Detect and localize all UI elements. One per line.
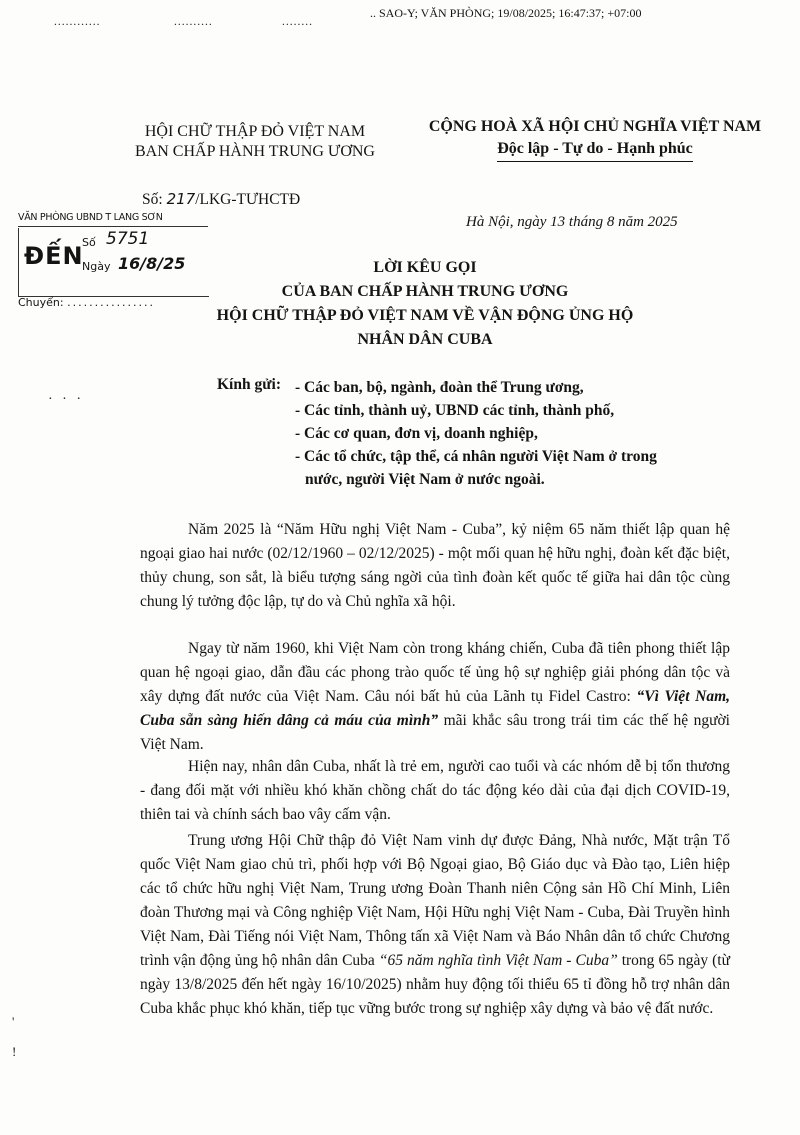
paragraph-text (140, 829, 730, 1021)
body-paragraph (140, 755, 730, 827)
header-dots: ........ (282, 16, 313, 28)
stamp-number-label: Số (82, 236, 96, 249)
stamp-transfer-label: Chuyển: (18, 296, 64, 309)
header-dots: .......... (174, 16, 213, 28)
stamp-date-label: Ngày (82, 260, 111, 273)
program-name: “65 năm nghĩa tình Việt Nam - Cuba” (378, 952, 618, 969)
paragraph-text (140, 637, 730, 757)
paragraph-text-part: mãi khắc sâu trong trái tim các thế hệ người Việt Nam. (140, 712, 730, 753)
stamp-date-value: 16/8/25 (118, 254, 186, 273)
document-title: LỜI KÊU GỌI (373, 259, 477, 276)
paragraph-text: Năm 2025 là “Năm Hữu nghị Việt Nam - Cuba”, kỷ niệm 65 năm thiết lập quan hệ ngoại giao hai nước (02/12/1960 – 02/12/2025) - một mối quan hệ hữu nghị, đoàn kết đặc biệt, thủy chung, son sắt, là biểu tượng sáng ngời của tình đoàn kết quốc tế giữa hai dân tộc cùng chung lý tưởng độc lập, tự do và Chủ nghĩa xã hội. (140, 521, 730, 610)
stamp-divider (18, 226, 208, 227)
recipient-item: - Các cơ quan, đơn vị, doanh nghiệp, (295, 425, 538, 442)
recipients-list (295, 376, 735, 491)
recipient-item: - Các tổ chức, tập thể, cá nhân người Việt Nam ở trong (295, 448, 657, 465)
stamp-transfer (18, 296, 155, 309)
document-title-line: CỦA BAN CHẤP HÀNH TRUNG ƯƠNG (281, 283, 569, 300)
stamp-den-label: ĐẾN (24, 242, 84, 270)
doc-number-handwritten: 217 (166, 190, 196, 208)
body-paragraph (140, 829, 730, 1021)
doc-number-label: Số: (142, 191, 163, 208)
country-name: CỘNG HOÀ XÃ HỘI CHỦ NGHĨA VIỆT NAM (428, 118, 762, 135)
body-paragraph (140, 518, 730, 614)
stamp-office-name: VĂN PHÒNG UBND T LANG SƠN (18, 212, 163, 223)
recipients-label: Kính gửi: (217, 376, 281, 393)
document-title-line: HỘI CHỮ THẬP ĐỎ VIỆT NAM VỀ VẬN ĐỘNG ỦNG HỘ (216, 307, 634, 324)
national-header (410, 116, 780, 162)
document-title-line: NHÂN DÂN CUBA (357, 331, 493, 348)
stamp-number-value: 5751 (106, 229, 150, 249)
paragraph-text-part: Ngay từ năm 1960, khi Việt Nam còn trong kháng chiến, Cuba đã tiên phong thiết lập quan hệ ngoại giao, dẫn đầu các phong trào quốc tế ủng hộ sự nghiệp giải phóng dân tộc và xây dựng đất nước của Việt Nam. Câu nói bất hủ của Lãnh tụ Fidel Castro: (140, 640, 730, 705)
national-motto: Độc lập - Tự do - Hạnh phúc (497, 138, 693, 162)
margin-mark: ' (12, 1014, 15, 1029)
stamp-transfer-dots: ................ (67, 296, 156, 309)
body-paragraph (140, 637, 730, 757)
document-number (142, 190, 300, 209)
recipient-item: - Các tỉnh, thành uỷ, UBND các tỉnh, thành phố, (295, 402, 615, 419)
org-sub-name: BAN CHẤP HÀNH TRUNG ƯƠNG (135, 143, 375, 160)
place-date: Hà Nội, ngày 13 tháng 8 năm 2025 (466, 214, 678, 230)
doc-number-suffix: /LKG-TƯHCTĐ (195, 191, 301, 208)
margin-dots: · · · (48, 392, 84, 407)
recipient-item: - Các ban, bộ, ngành, đoàn thể Trung ương, (295, 379, 584, 396)
paragraph-text-part: Trung ương Hội Chữ thập đỏ Việt Nam vinh dự được Đảng, Nhà nước, Mặt trận Tổ quốc Việt Nam giao chủ trì, phối hợp với Bộ Ngoại giao, Bộ Giáo dục và Đào tạo, Liên hiệp các tổ chức hữu nghị Việt Nam, Trung ương Đoàn Thanh niên Cộng sản Hồ Chí Minh, Liên đoàn Thương mại và Công nghiệp Việt Nam, Hội Hữu nghị Việt Nam - Cuba, Đài Truyền hình Việt Nam, Đài Tiếng nói Việt Nam, Thông tấn xã Việt Nam và Báo Nhân dân tổ chức Chương trình vận động ủng hộ nhân dân Cuba (140, 832, 730, 969)
issuing-organization (95, 122, 415, 162)
fidel-quote: “Vì Việt Nam, Cuba sẵn sàng hiến dâng cả máu của mình” (140, 688, 731, 729)
paragraph-text-part: trong 65 ngày (từ ngày 13/8/2025 đến hết ngày 16/10/2025) nhằm huy động tối thiểu 65 tỉ đồng hỗ trợ nhân dân Cuba khắc phục khó khăn, tiếp tục vững bước trong sự nghiệp xây dựng và bảo vệ đất nước. (140, 952, 730, 1017)
header-dots: ............ (54, 16, 101, 28)
org-name: HỘI CHỮ THẬP ĐỎ VIỆT NAM (144, 123, 366, 140)
recipient-item: nước, người Việt Nam ở nước ngoài. (305, 471, 545, 488)
scan-stamp-text: .. SAO-Y; VĂN PHÒNG; 19/08/2025; 16:47:37; +07:00 (370, 6, 642, 20)
paragraph-text: Hiện nay, nhân dân Cuba, nhất là trẻ em, người cao tuổi và các nhóm dễ bị tổn thương - đang đối mặt với nhiều khó khăn chồng chất do tác động kéo dài của đại dịch COVID-19, thiên tai và chính sách bao vây cấm vận. (140, 758, 730, 823)
margin-mark: ! (12, 1044, 17, 1059)
